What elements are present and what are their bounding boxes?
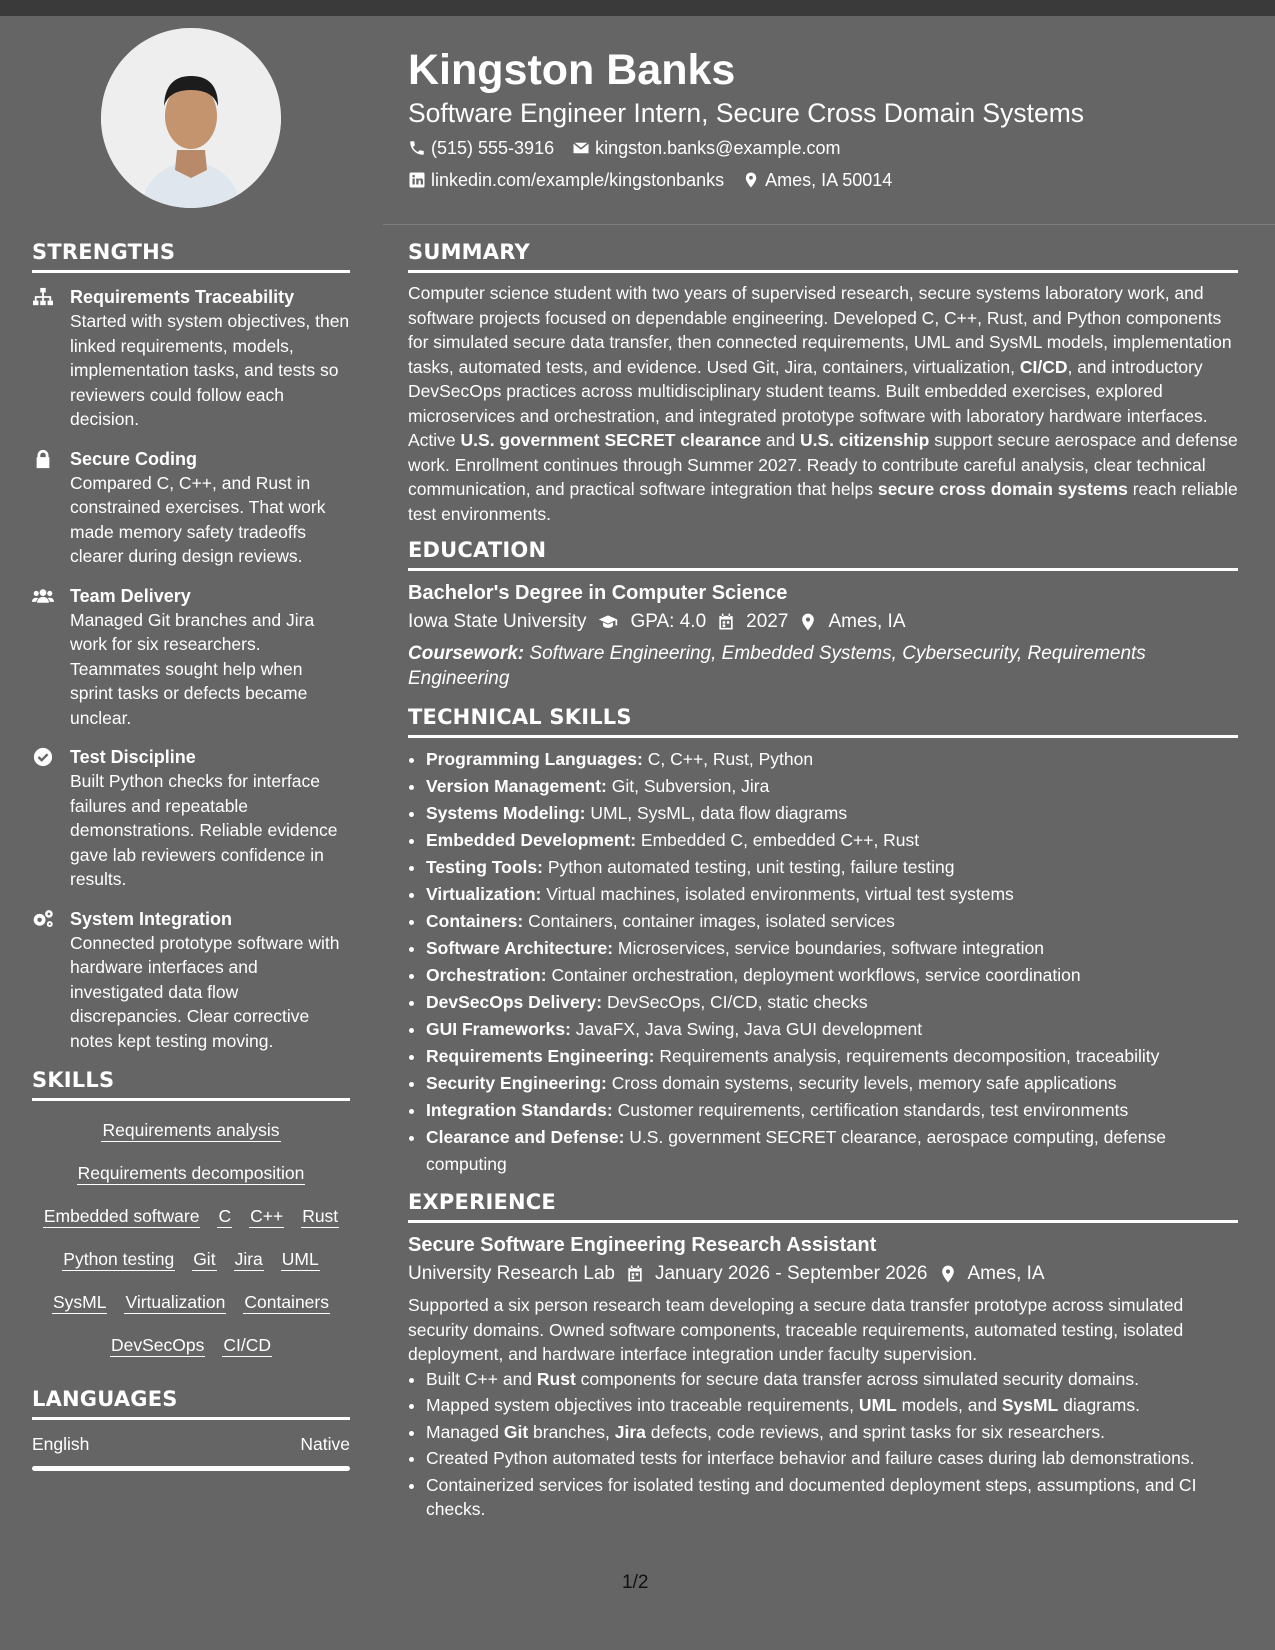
skill-tag: Requirements analysis xyxy=(102,1120,280,1140)
users-icon xyxy=(32,584,70,731)
skills-cloud xyxy=(32,1113,350,1357)
skill-category: Testing Tools: xyxy=(426,857,543,877)
gears-icon xyxy=(32,907,70,1054)
text-run: Mapped system objectives into traceable requirements, xyxy=(426,1395,859,1415)
skill-values: C, C++, Rust, Python xyxy=(647,749,814,769)
experience-heading: EXPERIENCE xyxy=(408,1190,1238,1223)
text-run: diagrams. xyxy=(1058,1395,1140,1415)
skill-tag: Containers xyxy=(244,1292,329,1312)
skill-tag: Requirements decomposition xyxy=(77,1163,305,1183)
calendar-icon xyxy=(716,612,736,632)
strength-item xyxy=(32,907,350,1054)
summary-heading: SUMMARY xyxy=(408,240,1238,273)
emphasis-text: U.S. citizenship xyxy=(800,430,930,450)
strengths-heading: STRENGTHS xyxy=(32,240,350,273)
technical-skill-item xyxy=(426,881,1238,908)
candidate-name: Kingston Banks xyxy=(408,46,736,94)
text-run: Computer science student with two years of supervised research, secure systems laboratory work, and software projects focused on dependable engineering. Developed C, C++, Rust, and Python components for simulated secure data transfer, then connected requirements, UML and SysML models, implementation tasks, automated tests, and evidence. Used Git, Jira, containers, virtualization, xyxy=(408,283,1232,377)
skill-tag: DevSecOps xyxy=(110,1335,205,1355)
skill-values: Customer requirements, certification standards, test environments xyxy=(617,1100,1129,1120)
skill-values: Python automated testing, unit testing, failure testing xyxy=(547,857,955,877)
experience-location: Ames, IA xyxy=(967,1263,1045,1284)
map-pin-icon xyxy=(742,171,760,189)
text-run: and xyxy=(761,430,800,450)
text-run: Containerized services for isolated testing and documented deployment steps, assumptions, and CI checks. xyxy=(426,1474,1197,1519)
profile-photo xyxy=(101,28,281,208)
language-name: English xyxy=(32,1434,90,1454)
phone-icon xyxy=(408,139,426,157)
text-run: models, and xyxy=(896,1395,1002,1415)
skill-tag: Virtualization xyxy=(125,1292,226,1312)
skill-values: Virtual machines, isolated environments, virtual test systems xyxy=(546,884,1014,904)
technical-skill-item xyxy=(426,827,1238,854)
education-location: Ames, IA xyxy=(828,611,906,632)
text-run: reach reliable test environments. xyxy=(408,479,1238,524)
experience-bullet xyxy=(426,1473,1238,1522)
technical-skill-item xyxy=(426,935,1238,962)
experience-summary: Supported a six person research team developing a secure data transfer prototype across simulated security domains. Owned software components, traceable requirements, automated testing, isolated deployment, and hardware interface integration under faculty supervision. xyxy=(408,1295,1184,1364)
lock-icon xyxy=(32,447,70,569)
language-proficiency-fill xyxy=(32,1466,350,1471)
emphasis-text: UML xyxy=(858,1395,897,1415)
coursework xyxy=(408,641,1238,691)
skill-values: JavaFX, Java Swing, Java GUI development xyxy=(575,1019,923,1039)
skill-tag: C++ xyxy=(250,1206,284,1226)
technical-skills-list xyxy=(408,746,1238,1178)
sitemap-icon xyxy=(32,285,70,432)
strength-description: Started with system objectives, then linked requirements, models, implementation tasks, and tests so reviewers could follow each decision. xyxy=(70,311,350,429)
page-number: 1/2 xyxy=(622,1572,649,1593)
strength-item xyxy=(32,584,350,731)
header-divider xyxy=(383,224,1275,225)
skill-tag: C xyxy=(218,1206,232,1226)
experience-bullet xyxy=(426,1393,1238,1418)
text-run: defects, code reviews, and sprint tasks for six researchers. xyxy=(645,1421,1105,1442)
skill-tag: Jira xyxy=(234,1249,263,1269)
emphasis-text: Jira xyxy=(614,1421,646,1442)
technical-skill-item xyxy=(426,1124,1238,1178)
strength-title: Test Discipline xyxy=(70,747,196,767)
coursework-label: Coursework: xyxy=(408,643,525,664)
coursework-list: Software Engineering, Embedded Systems, Cybersecurity, Requirements Engineering xyxy=(408,643,1146,689)
emphasis-text: Git xyxy=(503,1421,529,1442)
skill-category: Clearance and Defense: xyxy=(426,1127,625,1147)
skill-values: Git, Subversion, Jira xyxy=(611,776,770,796)
employer-name: University Research Lab xyxy=(408,1263,615,1284)
skill-category: Embedded Development: xyxy=(426,830,637,850)
languages-heading: LANGUAGES xyxy=(32,1387,350,1420)
strengths-list xyxy=(32,285,350,1053)
technical-skill-item xyxy=(426,989,1238,1016)
language-item xyxy=(32,1432,350,1456)
top-bar xyxy=(0,0,1275,16)
text-run: branches, xyxy=(528,1421,615,1442)
degree-title: Bachelor's Degree in Computer Science xyxy=(408,582,788,604)
envelope-icon xyxy=(572,139,590,157)
linkedin-contact[interactable] xyxy=(408,164,724,196)
skill-category: Software Architecture: xyxy=(426,938,614,958)
technical-skill-item xyxy=(426,908,1238,935)
text-run: , and introductory DevSecOps practices across multidisciplinary student teams. Built embedded exercises, explored microservices and orchestration, and integrated prototype software with laboratory hardware interfaces. Active xyxy=(408,356,1208,450)
emphasis-text: secure cross domain systems xyxy=(877,479,1128,499)
candidate-title: Software Engineer Intern, Secure Cross Domain Systems xyxy=(408,98,1085,128)
summary-text xyxy=(408,281,1238,526)
technical-skill-item xyxy=(426,773,1238,800)
skill-category: Orchestration: xyxy=(426,965,547,985)
text-run: Built C++ and xyxy=(426,1368,537,1389)
language-proficiency-bar xyxy=(32,1466,350,1471)
skill-category: Integration Standards: xyxy=(426,1100,613,1120)
school-name: Iowa State University xyxy=(408,611,587,632)
technical-skill-item xyxy=(426,1016,1238,1043)
graduation-year: 2027 xyxy=(746,611,789,632)
technical-skill-item xyxy=(426,1070,1238,1097)
skill-values: Microservices, service boundaries, software integration xyxy=(617,938,1044,958)
emphasis-text: U.S. government SECRET clearance xyxy=(460,430,762,450)
emphasis-text: SysML xyxy=(1001,1395,1059,1415)
strength-description: Compared C, C++, and Rust in constrained exercises. That work made memory safety tradeoffs clearer during design reviews. xyxy=(70,472,326,566)
skill-values: UML, SysML, data flow diagrams xyxy=(590,803,848,823)
map-pin-icon xyxy=(938,1264,958,1284)
location-text: Ames, IA 50014 xyxy=(765,170,893,190)
text-run: Created Python automated tests for interface behavior and failure cases during lab demonstrations. xyxy=(426,1448,1195,1468)
technical-skill-item xyxy=(426,1043,1238,1070)
skill-category: Security Engineering: xyxy=(426,1073,607,1093)
experience-bullets xyxy=(408,1367,1238,1522)
languages-list xyxy=(32,1432,350,1471)
skill-tag: Embedded software xyxy=(43,1206,200,1226)
experience-meta xyxy=(408,1259,1238,1289)
main-content xyxy=(408,240,1238,1524)
skill-values: DevSecOps, CI/CD, static checks xyxy=(606,992,868,1012)
skills-heading: SKILLS xyxy=(32,1068,350,1101)
skill-values: Cross domain systems, security levels, memory safe applications xyxy=(611,1073,1117,1093)
strength-title: Requirements Traceability xyxy=(70,287,295,307)
strength-description: Managed Git branches and Jira work for six researchers. Teammates sought help when sprint tasks or defects became unclear. xyxy=(70,609,315,728)
skill-category: DevSecOps Delivery: xyxy=(426,992,603,1012)
location-contact xyxy=(742,164,892,196)
skill-values: Container orchestration, deployment workflows, service coordination xyxy=(551,965,1081,985)
graduation-cap-icon xyxy=(596,612,620,632)
skill-category: Programming Languages: xyxy=(426,749,643,769)
skill-tag: CI/CD xyxy=(223,1335,271,1355)
skill-category: Virtualization: xyxy=(426,884,542,904)
skill-values: Requirements analysis, requirements decomposition, traceability xyxy=(659,1046,1160,1066)
technical-skill-item xyxy=(426,962,1238,989)
skill-tag: SysML xyxy=(53,1292,107,1312)
skill-category: Systems Modeling: xyxy=(426,803,586,823)
check-circle-icon xyxy=(32,745,70,892)
text-run: Managed xyxy=(426,1421,504,1442)
skill-tag: Rust xyxy=(302,1206,339,1226)
gpa-text: GPA: 4.0 xyxy=(630,611,707,632)
skill-category: Requirements Engineering: xyxy=(426,1046,655,1066)
skill-tag: UML xyxy=(281,1249,319,1269)
email-text: kingston.banks@example.com xyxy=(595,138,841,158)
strength-title: Team Delivery xyxy=(70,585,191,606)
linkedin-icon xyxy=(408,171,426,189)
skill-values: Embedded C, embedded C++, Rust xyxy=(640,830,920,850)
strength-item xyxy=(32,285,350,432)
strength-description: Built Python checks for interface failures and repeatable demonstrations. Reliable evidence gave lab reviewers confidence in results. xyxy=(70,771,338,889)
text-run: components for secure data transfer across simulated security domains. xyxy=(575,1368,1139,1389)
experience-bullet xyxy=(426,1446,1238,1471)
experience-bullet xyxy=(426,1420,1238,1445)
strength-title: Secure Coding xyxy=(70,448,198,469)
strength-item xyxy=(32,745,350,892)
skill-values: Containers, container images, isolated services xyxy=(528,911,895,931)
map-pin-icon xyxy=(798,612,818,632)
technical-skill-item xyxy=(426,854,1238,881)
skill-values: U.S. government SECRET clearance, aerospace computing, defense computing xyxy=(426,1127,1166,1174)
technical-skills-heading: TECHNICAL SKILLS xyxy=(408,705,1238,738)
resume-header xyxy=(408,44,1238,196)
strength-title: System Integration xyxy=(70,908,233,929)
education-heading: EDUCATION xyxy=(408,538,1238,571)
employment-dates: January 2026 - September 2026 xyxy=(654,1263,928,1284)
skill-category: GUI Frameworks: xyxy=(426,1019,571,1039)
phone-contact[interactable] xyxy=(408,132,554,164)
experience-bullet xyxy=(426,1367,1238,1392)
strength-description: Connected prototype software with hardware interfaces and investigated data flow discrepancies. Clear corrective notes kept testing moving. xyxy=(70,932,340,1051)
skill-category: Version Management: xyxy=(426,776,607,796)
skill-tag: Python testing xyxy=(63,1249,175,1269)
skill-tag: Git xyxy=(193,1249,216,1269)
email-contact[interactable] xyxy=(572,132,840,164)
language-level: Native xyxy=(300,1434,350,1454)
emphasis-text: Rust xyxy=(536,1368,576,1389)
skill-category: Containers: xyxy=(426,911,524,931)
technical-skill-item xyxy=(426,800,1238,827)
strength-item xyxy=(32,447,350,569)
technical-skill-item xyxy=(426,1097,1238,1124)
emphasis-text: CI/CD xyxy=(1019,356,1068,377)
text-run: support secure aerospace and defense work. Enrollment continues through Summer 2027. Ready to contribute careful analysis, clear technical communication, and practical software integration that helps xyxy=(408,430,1238,499)
calendar-icon xyxy=(625,1264,645,1284)
phone-text: (515) 555-3916 xyxy=(431,138,555,158)
job-title: Secure Software Engineering Research Assistant xyxy=(408,1234,877,1256)
linkedin-text: linkedin.com/example/kingstonbanks xyxy=(431,170,725,190)
technical-skill-item xyxy=(426,746,1238,773)
education-meta xyxy=(408,607,1238,637)
